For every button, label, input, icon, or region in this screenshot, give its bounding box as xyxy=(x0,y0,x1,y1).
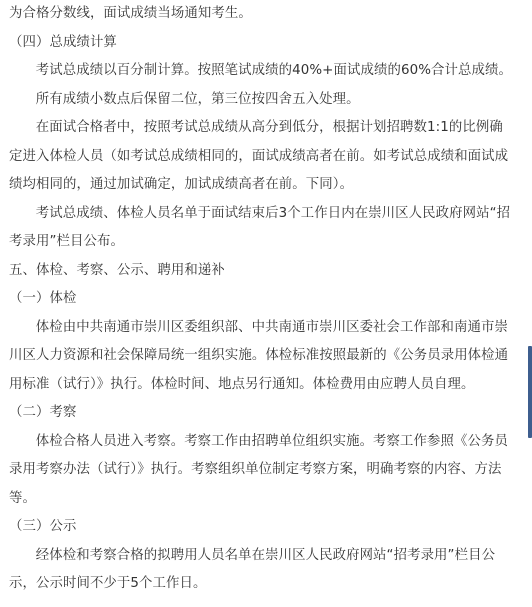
paragraph-physical-exam: 体检由中共南通市崇川区委组织部、中共南通市崇川区委社会工作部和南通市崇川区人力资源和社会保障局统一组织实施。体检标准按照最新的《公务员录用体检通用标准（试行）》执行。体检时间、地点另行通知。体检费用由应聘人员自理。 xyxy=(9,319,509,392)
paragraph-publication: 考试总成绩、体检人员名单于面试结束后3个工作日内在崇川区人民政府网站“招考录用”栏目公布。 xyxy=(9,205,511,249)
subheading-public-notice: （三）公示 xyxy=(9,519,77,534)
section-heading-five: 五、体检、考察、公示、聘用和递补 xyxy=(9,262,225,278)
subheading-total-score: （四）总成绩计算 xyxy=(9,34,117,50)
scrollbar-thumb[interactable] xyxy=(528,346,532,438)
paragraph-inspection: 体检合格人员进入考察。考察工作由招聘单位组织实施。考察工作参照《公务员录用考察办法（试行）》执行。考察组织单位制定考察方案，明确考察的内容、方法等。 xyxy=(9,433,508,506)
paragraph-rounding-rule: 所有成绩小数点后保留二位，第三位按四舍五入处理。 xyxy=(35,91,360,107)
subheading-physical-exam: （一）体检 xyxy=(9,291,77,306)
paragraph-selection-rule: 在面试合格者中，按照考试总成绩从高分到低分，根据计划招聘数1:1的比例确定进入体检人员（如考试总成绩相同的，面试成绩高者在前。如考试总成绩和面试成绩均相同的，通过加试确定，加试成绩高者在前。下同）。 xyxy=(9,120,509,192)
paragraph-public-notice: 经体检和考察合格的拟聘用人员名单在崇川区人民政府网站“招考录用”栏目公示，公示时间不少于5个工作日。 xyxy=(9,547,496,591)
paragraph-score-calculation: 考试总成绩以百分制计算。按照笔试成绩的40%+面试成绩的60%合计总成绩。 xyxy=(35,63,512,78)
paragraph-continuation: 为合格分数线，面试成绩当场通知考生。 xyxy=(9,6,252,21)
subheading-inspection: （二）考察 xyxy=(9,405,77,420)
